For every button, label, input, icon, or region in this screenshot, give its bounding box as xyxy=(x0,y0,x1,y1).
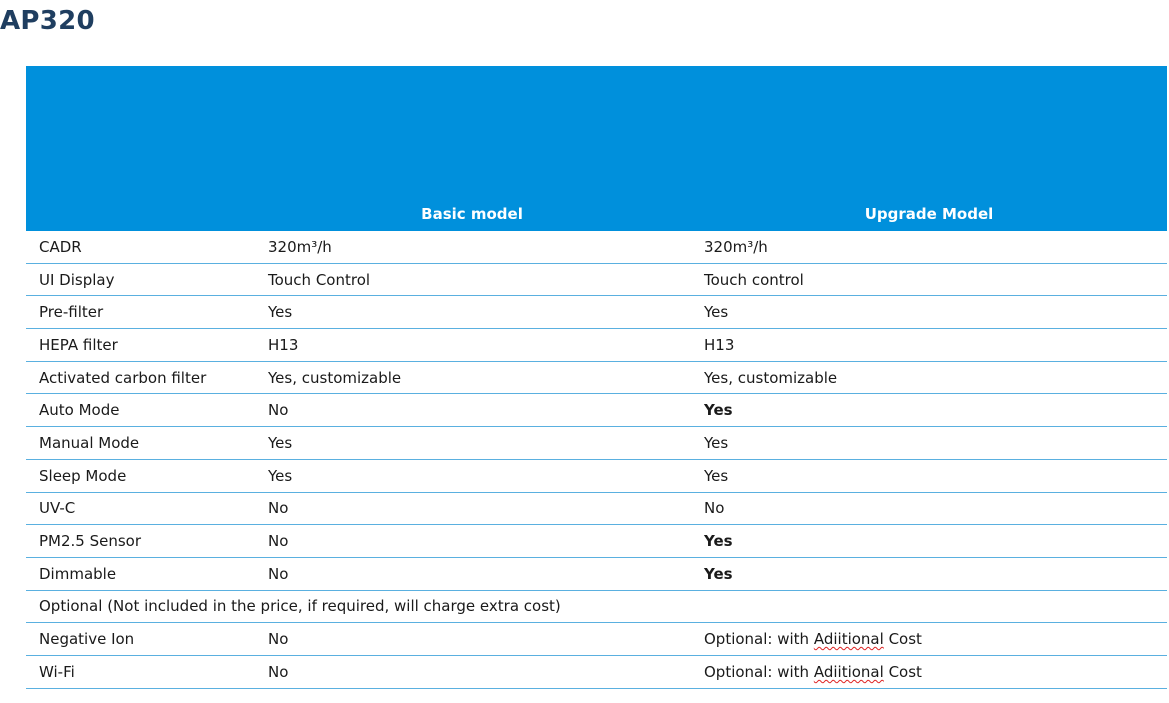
table-row xyxy=(26,460,1167,493)
optional-note-row xyxy=(26,591,1167,624)
feature-cell: UI Display xyxy=(39,270,115,289)
misspelled-word: Adiitional xyxy=(813,662,884,681)
upgrade-cell: Touch control xyxy=(704,270,804,289)
table-header xyxy=(26,66,1167,231)
feature-cell: Activated carbon filter xyxy=(39,368,207,387)
upgrade-prefix: Optional: with xyxy=(704,630,814,649)
upgrade-cell: Yes xyxy=(704,564,733,583)
table-row xyxy=(26,525,1167,558)
table-row xyxy=(26,656,1167,689)
table-row xyxy=(26,329,1167,362)
upgrade-cell: Yes xyxy=(704,433,729,452)
upgrade-suffix: Cost xyxy=(883,662,922,681)
basic-cell: No xyxy=(268,499,289,518)
basic-cell: No xyxy=(268,401,289,420)
feature-cell: PM2.5 Sensor xyxy=(39,532,142,551)
table-row xyxy=(26,231,1167,264)
upgrade-cell: H13 xyxy=(704,335,735,354)
spec-table xyxy=(26,66,1167,689)
table-row xyxy=(26,623,1167,656)
upgrade-suffix: Cost xyxy=(883,630,922,649)
upgrade-cell: 320m³/h xyxy=(704,237,768,256)
feature-cell: Manual Mode xyxy=(39,433,140,452)
feature-cell: Wi-Fi xyxy=(39,662,75,681)
upgrade-cell xyxy=(704,663,922,681)
table-row xyxy=(26,394,1167,427)
feature-cell: Auto Mode xyxy=(39,401,120,420)
upgrade-cell xyxy=(704,630,922,648)
basic-cell: Yes xyxy=(268,466,293,485)
basic-cell: No xyxy=(268,630,289,649)
table-row xyxy=(26,362,1167,395)
feature-cell: Sleep Mode xyxy=(39,466,127,485)
optional-note: Optional (Not included in the price, if required, will charge extra cost) xyxy=(39,597,561,616)
table-row xyxy=(26,264,1167,297)
upgrade-cell: No xyxy=(704,499,725,518)
basic-cell: No xyxy=(268,564,289,583)
page-title: AP320 xyxy=(0,6,95,36)
feature-cell: CADR xyxy=(39,237,82,256)
table-row xyxy=(26,558,1167,591)
column-header-basic: Basic model xyxy=(421,205,523,223)
table-row xyxy=(26,493,1167,526)
feature-cell: Dimmable xyxy=(39,564,117,583)
basic-cell: H13 xyxy=(268,335,299,354)
basic-cell: Yes, customizable xyxy=(268,368,402,387)
table-row xyxy=(26,427,1167,460)
upgrade-cell: Yes xyxy=(704,532,733,551)
misspelled-word: Adiitional xyxy=(813,630,884,649)
upgrade-cell: Yes, customizable xyxy=(704,368,838,387)
basic-cell: Touch Control xyxy=(268,270,371,289)
basic-cell: No xyxy=(268,532,289,551)
basic-cell: Yes xyxy=(268,303,293,322)
upgrade-cell: Yes xyxy=(704,401,733,420)
feature-cell: UV-C xyxy=(39,499,76,518)
upgrade-cell: Yes xyxy=(704,466,729,485)
basic-cell: 320m³/h xyxy=(268,237,332,256)
column-header-upgrade: Upgrade Model xyxy=(864,205,994,223)
feature-cell: Pre-filter xyxy=(39,303,104,322)
basic-cell: Yes xyxy=(268,433,293,452)
basic-cell: No xyxy=(268,662,289,681)
feature-cell: HEPA filter xyxy=(39,335,118,354)
upgrade-cell: Yes xyxy=(704,303,729,322)
feature-cell: Negative Ion xyxy=(39,630,135,649)
upgrade-prefix: Optional: with xyxy=(704,662,814,681)
table-row xyxy=(26,296,1167,329)
